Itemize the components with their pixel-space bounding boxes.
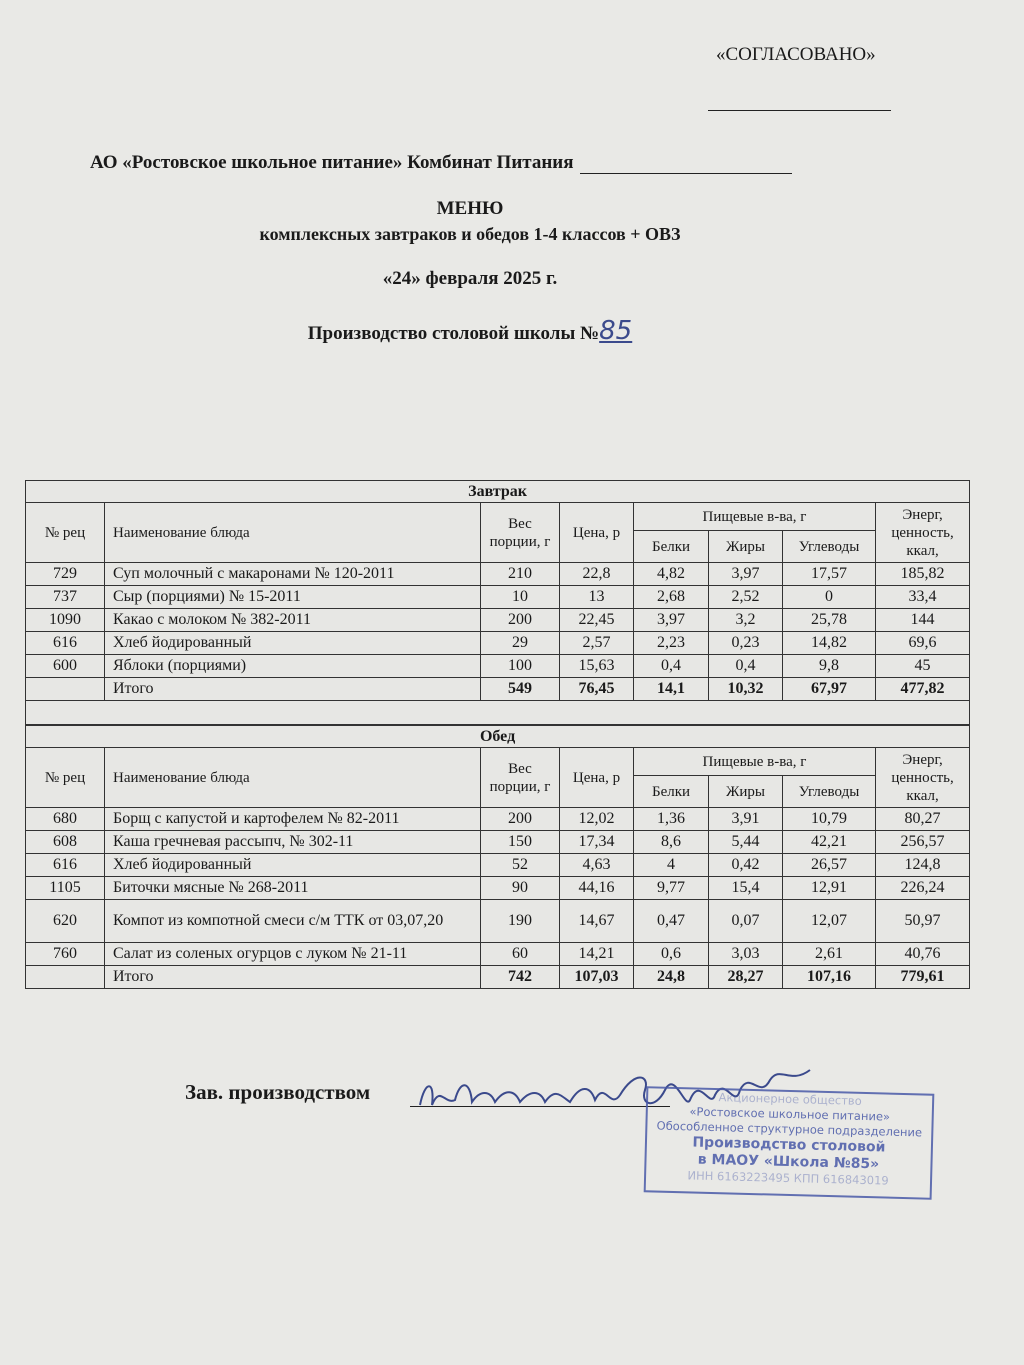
table-cell: 477,82	[876, 678, 970, 701]
table-cell: 5,44	[709, 831, 783, 854]
table-cell: Сыр (порциями) № 15-2011	[105, 586, 481, 609]
table-row	[26, 900, 970, 943]
table-cell: 0,07	[709, 900, 783, 943]
table-cell: 80,27	[876, 808, 970, 831]
table-cell: 2,68	[634, 586, 709, 609]
column-header-name: Наименование блюда	[105, 748, 481, 808]
table-cell: 200	[481, 808, 560, 831]
menu-date: «24» февраля 2025 г.	[382, 268, 558, 289]
table-cell: 24,8	[634, 966, 709, 989]
column-header-name: Наименование блюда	[105, 503, 481, 563]
table-row	[26, 854, 970, 877]
table-cell: 12,02	[560, 808, 634, 831]
table-cell: 2,61	[783, 943, 876, 966]
table-cell: 3,97	[709, 563, 783, 586]
table-cell: 42,21	[783, 831, 876, 854]
table-cell: 185,82	[876, 563, 970, 586]
table-cell: 100	[481, 655, 560, 678]
table-cell: 14,67	[560, 900, 634, 943]
stamp-line: Обособленное структурное подразделение	[656, 1118, 923, 1140]
production-label: Производство столовой школы №	[307, 323, 600, 344]
table-cell: 3,97	[634, 609, 709, 632]
table-cell: Борщ с капустой и картофелем № 82-2011	[105, 808, 481, 831]
table-cell: 9,77	[634, 877, 709, 900]
table-cell: 12,91	[783, 877, 876, 900]
table-cell: Хлеб йодированный	[105, 854, 481, 877]
table-cell: Салат из соленых огурцов с луком № 21-11	[105, 943, 481, 966]
table-cell: 4,82	[634, 563, 709, 586]
column-header-carbs: Углеводы	[783, 531, 876, 563]
table-cell: 17,57	[783, 563, 876, 586]
table-cell: 15,4	[709, 877, 783, 900]
stamp-line: «Ростовское школьное питание»	[689, 1104, 891, 1124]
table-cell: Какао с молоком № 382-2011	[105, 609, 481, 632]
table-cell: 52	[481, 854, 560, 877]
table-cell: 2,23	[634, 632, 709, 655]
table-cell: 44,16	[560, 877, 634, 900]
table-cell: Хлеб йодированный	[105, 632, 481, 655]
table-cell: 549	[481, 678, 560, 701]
table-cell: 107,03	[560, 966, 634, 989]
table-cell: Итого	[105, 966, 481, 989]
table-cell: 22,8	[560, 563, 634, 586]
column-header-protein: Белки	[634, 531, 709, 563]
table-cell: 33,4	[876, 586, 970, 609]
table-cell: 1,36	[634, 808, 709, 831]
table-cell: 124,8	[876, 854, 970, 877]
table-cell: 680	[26, 808, 105, 831]
table-cell: 29	[481, 632, 560, 655]
column-header-fat: Жиры	[709, 776, 783, 808]
column-header-energy: Энерг, ценность, ккал,	[876, 748, 970, 808]
breakfast-table	[25, 480, 970, 725]
organization-blank-line	[580, 155, 792, 174]
table-cell: 0,6	[634, 943, 709, 966]
document-title: МЕНЮ	[436, 198, 504, 219]
column-header-price: Цена, р	[560, 748, 634, 808]
table-cell	[26, 678, 105, 701]
table-cell: 144	[876, 609, 970, 632]
table-cell: Яблоки (порциями)	[105, 655, 481, 678]
table-cell: 26,57	[783, 854, 876, 877]
spacer-row	[26, 701, 970, 725]
table-cell: 40,76	[876, 943, 970, 966]
table-cell: 67,97	[783, 678, 876, 701]
table-cell: Компот из компотной смеси с/м ТТК от 03,07,20	[105, 900, 481, 943]
table-row	[26, 632, 970, 655]
table-cell: 69,6	[876, 632, 970, 655]
table-cell: 10	[481, 586, 560, 609]
table-cell: 2,52	[709, 586, 783, 609]
table-cell: 1105	[26, 877, 105, 900]
table-cell: 0,4	[634, 655, 709, 678]
table-cell: 14,1	[634, 678, 709, 701]
column-header-weight: Вес порции, г	[481, 503, 560, 563]
header-row	[26, 503, 970, 531]
column-header-nutrients: Пищевые в-ва, г	[634, 503, 876, 531]
document-subtitle: комплексных завтраков и обедов 1-4 классов + ОВЗ	[259, 224, 681, 244]
table-cell: 8,6	[634, 831, 709, 854]
total-row	[26, 966, 970, 989]
table-cell: 1090	[26, 609, 105, 632]
table-cell: 0	[783, 586, 876, 609]
table-cell: 737	[26, 586, 105, 609]
table-cell: 76,45	[560, 678, 634, 701]
table-cell: 256,57	[876, 831, 970, 854]
total-row	[26, 678, 970, 701]
column-header-nutrients: Пищевые в-ва, г	[634, 748, 876, 776]
table-cell: 10,79	[783, 808, 876, 831]
column-header-energy: Энерг, ценность, ккал,	[876, 503, 970, 563]
table-cell: 60	[481, 943, 560, 966]
table-cell: 12,07	[783, 900, 876, 943]
table-cell: 729	[26, 563, 105, 586]
table-cell: 200	[481, 609, 560, 632]
table-cell: 0,42	[709, 854, 783, 877]
table-cell: 15,63	[560, 655, 634, 678]
school-number-handwritten: 85	[599, 316, 633, 346]
table-cell: 4,63	[560, 854, 634, 877]
approval-label: «СОГЛАСОВАНО»	[716, 44, 876, 65]
table-cell: 3,2	[709, 609, 783, 632]
table-cell: 28,27	[709, 966, 783, 989]
table-cell: 14,82	[783, 632, 876, 655]
table-cell: 10,32	[709, 678, 783, 701]
table-cell: 608	[26, 831, 105, 854]
table-cell: 17,34	[560, 831, 634, 854]
table-cell: 4	[634, 854, 709, 877]
table-cell: 0,4	[709, 655, 783, 678]
table-row	[26, 808, 970, 831]
column-header-num: № рец	[26, 748, 105, 808]
production-line	[0, 316, 940, 346]
table-row	[26, 563, 970, 586]
table-cell: 620	[26, 900, 105, 943]
table-cell: Итого	[105, 678, 481, 701]
table-cell: 226,24	[876, 877, 970, 900]
section-title: Обед	[26, 726, 970, 748]
table-cell: 742	[481, 966, 560, 989]
table-cell: 50,97	[876, 900, 970, 943]
column-header-fat: Жиры	[709, 531, 783, 563]
table-cell: 90	[481, 877, 560, 900]
table-row	[26, 831, 970, 854]
table-cell: 2,57	[560, 632, 634, 655]
table-cell: Биточки мясные № 268-2011	[105, 877, 481, 900]
organization-stamp	[644, 1086, 935, 1200]
header-row	[26, 748, 970, 776]
table-cell: 3,91	[709, 808, 783, 831]
table-cell: 210	[481, 563, 560, 586]
table-cell: 760	[26, 943, 105, 966]
section-title: Завтрак	[26, 481, 970, 503]
table-row	[26, 609, 970, 632]
table-cell: 616	[26, 854, 105, 877]
stamp-line: ИНН 6163223495 КПП 616843019	[687, 1168, 889, 1188]
column-header-protein: Белки	[634, 776, 709, 808]
stamp-line: Производство столовой	[692, 1134, 886, 1156]
table-cell: 13	[560, 586, 634, 609]
approval-signature-line	[708, 110, 891, 111]
table-cell: 107,16	[783, 966, 876, 989]
column-header-price: Цена, р	[560, 503, 634, 563]
table-cell: 779,61	[876, 966, 970, 989]
table-cell: 9,8	[783, 655, 876, 678]
organization-line	[90, 152, 792, 174]
table-row	[26, 877, 970, 900]
lunch-table	[25, 725, 970, 989]
table-row	[26, 943, 970, 966]
table-cell: 0,23	[709, 632, 783, 655]
signature-label: Зав. производством	[185, 1080, 371, 1104]
organization-name: АО «Ростовское школьное питание» Комбинат Питания	[90, 152, 574, 173]
column-header-num: № рец	[26, 503, 105, 563]
table-cell: 22,45	[560, 609, 634, 632]
table-cell: 600	[26, 655, 105, 678]
table-cell: 3,03	[709, 943, 783, 966]
table-row	[26, 655, 970, 678]
stamp-line: в МАОУ «Школа №85»	[697, 1151, 880, 1173]
table-cell: 616	[26, 632, 105, 655]
table-cell: Каша гречневая рассыпч, № 302-11	[105, 831, 481, 854]
table-cell: 190	[481, 900, 560, 943]
table-cell: 150	[481, 831, 560, 854]
table-cell: 25,78	[783, 609, 876, 632]
table-cell: Суп молочный с макаронами № 120-2011	[105, 563, 481, 586]
table-cell: 14,21	[560, 943, 634, 966]
table-cell: 45	[876, 655, 970, 678]
table-cell	[26, 966, 105, 989]
column-header-carbs: Углеводы	[783, 776, 876, 808]
stamp-line: Акционерное общество	[718, 1090, 862, 1108]
column-header-weight: Вес порции, г	[481, 748, 560, 808]
table-row	[26, 586, 970, 609]
table-cell: 0,47	[634, 900, 709, 943]
